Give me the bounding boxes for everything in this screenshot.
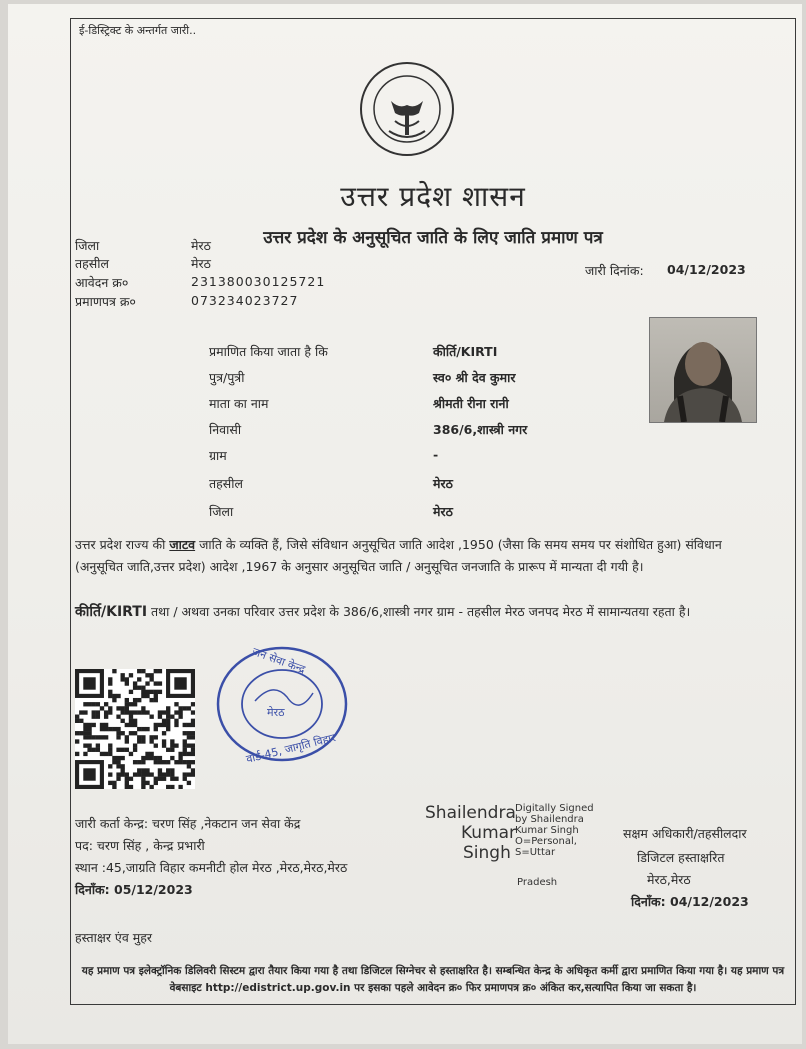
authority-signed: डिजिटल हस्ताक्षरित	[637, 850, 725, 865]
stamp-top-text: जन सेवा केन्द्र	[250, 644, 307, 677]
sig-line1: Digitally Signed	[515, 803, 594, 814]
authority-title: सक्षम अधिकारी/तहसीलदार	[623, 826, 747, 841]
certificate-number: 073234023727	[191, 293, 299, 308]
detail-value: मेरठ	[433, 504, 453, 519]
detail-value: कीर्ति/KIRTI	[433, 344, 498, 359]
detail-label: तहसील	[209, 476, 243, 491]
application-number: 231380030125721	[191, 274, 326, 289]
signer-name-line1: Shailendra	[425, 803, 516, 823]
detail-label: पुत्र/पुत्री	[209, 370, 245, 385]
document-title: उत्तर प्रदेश शासन	[340, 180, 526, 213]
qr-code	[75, 669, 195, 789]
sig-line4: O=Personal,	[515, 836, 577, 847]
detail-value: श्रीमती रीना रानी	[433, 396, 509, 411]
stamp-center-text: मेरठ	[267, 706, 285, 719]
authority-place: मेरठ,मेरठ	[647, 872, 691, 887]
residence-text: तथा / अथवा उनका परिवार उत्तर प्रदेश के 386/6,शास्त्री नगर ग्राम - तहसील मेरठ जनपद मेरठ में सामान्यतया रहता है।	[147, 604, 691, 619]
tehsil-label: तहसील	[75, 256, 109, 271]
up-government-emblem-icon	[359, 61, 455, 157]
detail-label: प्रमाणित किया जाता है कि	[209, 344, 328, 359]
certificate-label: प्रमाणपत्र क्र०	[75, 294, 136, 309]
residence-paragraph	[75, 601, 765, 623]
issue-date-value: 04/12/2023	[667, 262, 746, 277]
detail-value: स्व० श्री देव कुमार	[433, 370, 516, 385]
residence-name: कीर्ति/KIRTI	[75, 604, 148, 620]
issuer-center: जारी कर्ता केन्द्र: चरण सिंह ,नेकटान जन सेवा केंद्र	[75, 816, 301, 831]
document-subtitle: उत्तर प्रदेश के अनुसूचित जाति के लिए जाति प्रमाण पत्र	[263, 228, 603, 248]
detail-value: 386/6,शास्त्री नगर	[433, 422, 528, 437]
issue-date-label: जारी दिनांक:	[585, 263, 644, 278]
sign-seal-label: हस्ताक्षर एंव मुहर	[75, 930, 152, 945]
detail-label: ग्राम	[209, 448, 227, 463]
detail-label: माता का नाम	[209, 396, 269, 411]
footer-note: यह प्रमाण पत्र इलेक्ट्रॉनिक डिलिवरी सिस्टम द्वारा तैयार किया गया है तथा डिजिटल सिग्नेचर से हस्ताक्षरित है। सम्बन्धित केन्द्र के अधिकृत कर्मी द्वारा प्रमाणित किया गया है। यह प्रमाण पत्र वेबसाइट http://edistrict.up.gov.in पर इसका पहले आवेदन क्र० फिर प्रमाणपत्र क्र० अंकित कर,सत्यापित किया जा सकता है।	[81, 965, 785, 994]
detail-value: -	[433, 447, 439, 462]
applicant-photo	[649, 317, 757, 423]
sig-line6: Pradesh	[517, 877, 558, 888]
caste-paragraph-post: जाति के व्यक्ति हैं, जिसे संविधान अनुसूचित जाति आदेश ,1950 (जैसा कि समय समय पर संशोधित हुआ) संविधान (अनुसूचित जाति,उत्तर प्रदेश) आदेश ,1967 के अनुसार अनुसूचित जाति / अनुसूचित जनजाति के प्रारूप में मान्यता दी गयी है।	[75, 537, 722, 574]
header-note: ई-डिस्ट्रिक्ट के अन्तर्गत जारी..	[79, 24, 197, 37]
jan-seva-kendra-stamp	[215, 644, 349, 766]
stamp-bottom-text: वार्ड-45, जागृति विहार	[244, 731, 338, 766]
certificate-page	[8, 4, 802, 1044]
issuer-place: स्थान :45,जाग्रति विहार कमनीटी होल मेरठ ,मेरठ,मेरठ,मेरठ	[75, 860, 348, 875]
detail-label: जिला	[209, 504, 234, 519]
detail-value: मेरठ	[433, 476, 453, 491]
district-value: मेरठ	[191, 238, 211, 253]
caste-name: जाटव	[169, 537, 196, 552]
sig-line3: Kumar Singh	[515, 825, 579, 836]
district-label: जिला	[75, 238, 100, 253]
certificate-frame	[70, 18, 796, 1005]
authority-date: दिनाँक: 04/12/2023	[631, 894, 749, 909]
sig-line5: S=Uttar	[515, 847, 556, 858]
sig-line2: by Shailendra	[515, 814, 584, 825]
tehsil-value: मेरठ	[191, 256, 211, 271]
caste-paragraph	[75, 534, 765, 578]
signer-name-line2: Kumar	[461, 823, 517, 843]
issuer-date: दिनाँक: 05/12/2023	[75, 882, 193, 897]
caste-paragraph-pre: उत्तर प्रदेश राज्य की	[75, 537, 170, 552]
digital-signature	[425, 803, 599, 903]
issuer-post: पद: चरण सिंह , केन्द्र प्रभारी	[75, 838, 205, 853]
application-label: आवेदन क्र०	[75, 275, 129, 290]
detail-label: निवासी	[209, 422, 242, 437]
signer-name-line3: Singh	[463, 843, 511, 863]
